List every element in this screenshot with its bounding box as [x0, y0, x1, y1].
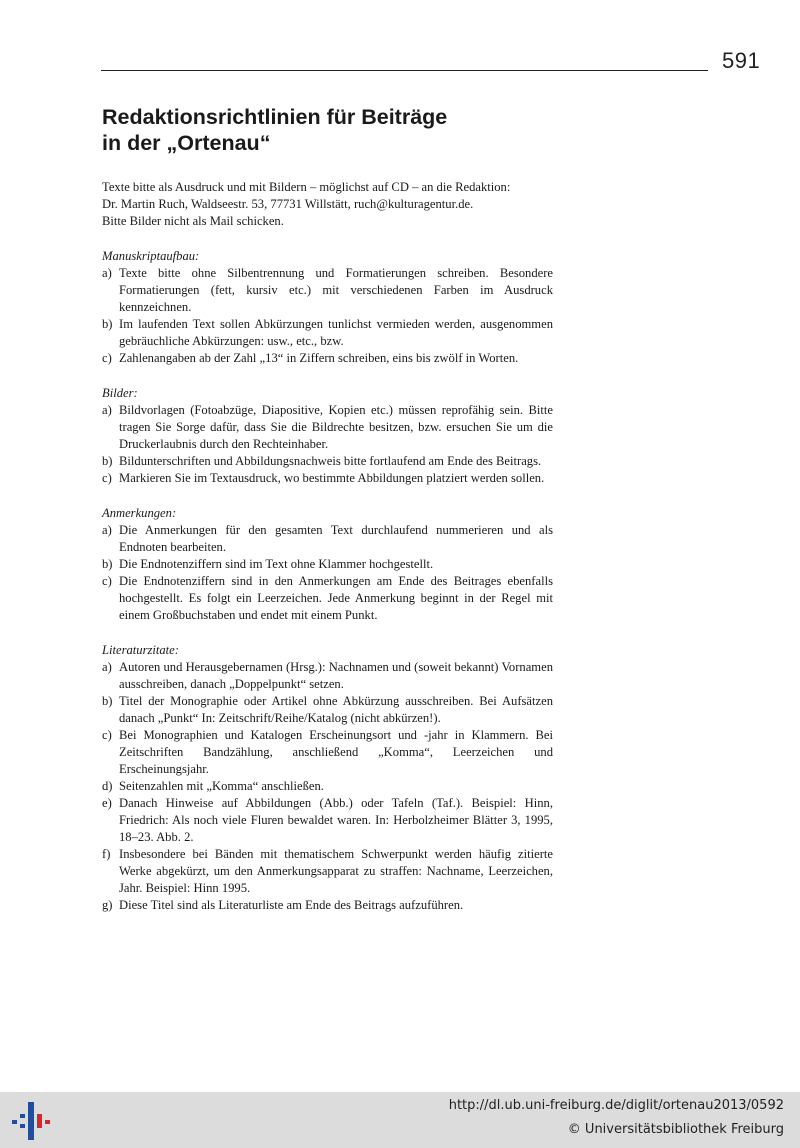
- section-heading: Anmerkungen:: [102, 506, 177, 520]
- list-item: [102, 693, 553, 727]
- list-item-text: Autoren und Herausgebernamen (Hrsg.): Nachnamen und (soweit bekannt) Vornamen ausschreiben, danach „Doppelpunkt“ setzen.: [119, 660, 553, 691]
- list-item-text: Markieren Sie im Textausdruck, wo bestimmte Abbildungen platziert werden sollen.: [119, 471, 545, 485]
- list-item: [102, 795, 553, 846]
- list-item-label: c): [102, 351, 112, 365]
- list-item: [102, 265, 553, 316]
- section-heading: Literaturzitate:: [102, 643, 179, 657]
- section: [102, 505, 553, 624]
- list-item-text: Die Anmerkungen für den gesamten Text durchlaufend nummerieren und als Endnoten bearbeiten.: [119, 523, 553, 554]
- sections-container: [102, 248, 553, 914]
- list-item: [102, 470, 553, 487]
- list-item-label: c): [102, 728, 112, 742]
- list-item-label: a): [102, 660, 112, 674]
- ub-freiburg-logo-icon: [10, 1100, 52, 1142]
- section-list: [102, 402, 553, 487]
- list-item-label: b): [102, 454, 113, 468]
- list-item-text: Diese Titel sind als Literaturliste am Ende des Beitrags aufzuführen.: [119, 898, 464, 912]
- list-item-label: e): [102, 796, 112, 810]
- list-item: [102, 897, 553, 914]
- list-item: [102, 556, 553, 573]
- list-item: [102, 846, 553, 897]
- page-number: 591: [722, 48, 761, 73]
- list-item-label: b): [102, 317, 113, 331]
- title-line-2: in der „Ortenau“: [102, 131, 271, 155]
- list-item-text: Die Endnotenziffern sind in den Anmerkungen am Ende des Beitrages ebenfalls hochgestellt. Es folgt ein Leerzeichen. Jede Anmerkung beginnt in der Regel mit einem Großbuchstaben und endet mit einem Punkt.: [119, 574, 553, 622]
- footer-bar: [0, 1092, 800, 1148]
- list-item-text: Seitenzahlen mit „Komma“ anschließen.: [119, 779, 324, 793]
- list-item-text: Texte bitte ohne Silbentrennung und Formatierungen schreiben. Besondere Formatierungen (fett, kursiv etc.) mit verschiedenen Farben im Ausdruck kennzeichnen.: [119, 266, 553, 314]
- list-item-label: c): [102, 471, 112, 485]
- list-item: [102, 402, 553, 453]
- intro-line-2: Dr. Martin Ruch, Waldseestr. 53, 77731 Willstätt, ruch@kulturagentur.de.: [102, 197, 474, 211]
- list-item-text: Bei Monographien und Katalogen Erscheinungsort und -jahr in Klammern. Bei Zeitschriften Bandzählung, anschließend „Komma“, Leerzeichen und Erscheinungsjahr.: [119, 728, 553, 776]
- copyright-text: © Universitätsbibliothek Freiburg: [567, 1122, 784, 1137]
- list-item-label: b): [102, 694, 113, 708]
- list-item-text: Bildvorlagen (Fotoabzüge, Diapositive, Kopien etc.) müssen reprofähig sein. Bitte tragen Sie Sorge dafür, dass Sie die Bildrechte besitzen, bzw. ersuchen Sie um die Druckerlaubnis durch den Rechteinhaber.: [119, 403, 553, 451]
- list-item-label: a): [102, 266, 112, 280]
- list-item-label: d): [102, 779, 113, 793]
- source-url-link[interactable]: http://dl.ub.uni-freiburg.de/diglit/ortenau2013/0592: [448, 1098, 784, 1113]
- list-item-text: Danach Hinweise auf Abbildungen (Abb.) oder Tafeln (Taf.). Beispiel: Hinn, Friedrich: Als noch viele Fluren bewaldet waren. In: Herbolzheimer Blätter 3, 1995, 18–23. Abb. 2.: [119, 796, 553, 844]
- list-item-text: Zahlenangaben ab der Zahl „13“ in Ziffern schreiben, eins bis zwölf in Worten.: [119, 351, 519, 365]
- list-item: [102, 778, 553, 795]
- list-item-label: f): [102, 847, 111, 861]
- section-list: [102, 659, 553, 914]
- list-item-label: a): [102, 403, 112, 417]
- header-rule: [101, 70, 708, 71]
- list-item-label: c): [102, 574, 112, 588]
- list-item-label: b): [102, 557, 113, 571]
- list-item: [102, 659, 553, 693]
- list-item: [102, 522, 553, 556]
- list-item-label: g): [102, 898, 113, 912]
- section-list: [102, 522, 553, 624]
- list-item: [102, 350, 553, 367]
- section-heading: Bilder:: [102, 386, 138, 400]
- section: [102, 248, 553, 367]
- guidelines-body: [102, 179, 553, 932]
- list-item-label: a): [102, 523, 112, 537]
- section-list: [102, 265, 553, 367]
- section-heading: Manuskriptaufbau:: [102, 249, 200, 263]
- list-item: [102, 573, 553, 624]
- intro-paragraph: [102, 179, 553, 230]
- section: [102, 642, 553, 914]
- list-item: [102, 727, 553, 778]
- list-item: [102, 316, 553, 350]
- intro-line-1: Texte bitte als Ausdruck und mit Bildern – möglichst auf CD – an die Redaktion:: [102, 180, 511, 194]
- page-title: [102, 104, 447, 156]
- list-item-text: Im laufenden Text sollen Abkürzungen tunlichst vermieden werden, ausgenommen gebräuchliche Abkürzungen: usw., etc., bzw.: [119, 317, 553, 348]
- list-item: [102, 453, 553, 470]
- list-item-text: Bildunterschriften und Abbildungsnachweis bitte fortlaufend am Ende des Beitrags.: [119, 454, 542, 468]
- list-item-text: Die Endnotenziffern sind im Text ohne Klammer hochgestellt.: [119, 557, 434, 571]
- section: [102, 385, 553, 487]
- title-line-1: Redaktionsrichtlinien für Beiträge: [102, 105, 448, 129]
- list-item-text: Titel der Monographie oder Artikel ohne Abkürzung ausschreiben. Bei Aufsätzen danach „Punkt“ In: Zeitschrift/Reihe/Katalog (nicht abkürzen!).: [119, 694, 553, 725]
- list-item-text: Insbesondere bei Bänden mit thematischem Schwerpunkt werden häufig zitierte Werke abgekürzt, um den Anmerkungsapparat zu straffen: Nachname, Leerzeichen, Jahr. Beispiel: Hinn 1995.: [119, 847, 553, 895]
- intro-line-3: Bitte Bilder nicht als Mail schicken.: [102, 214, 284, 228]
